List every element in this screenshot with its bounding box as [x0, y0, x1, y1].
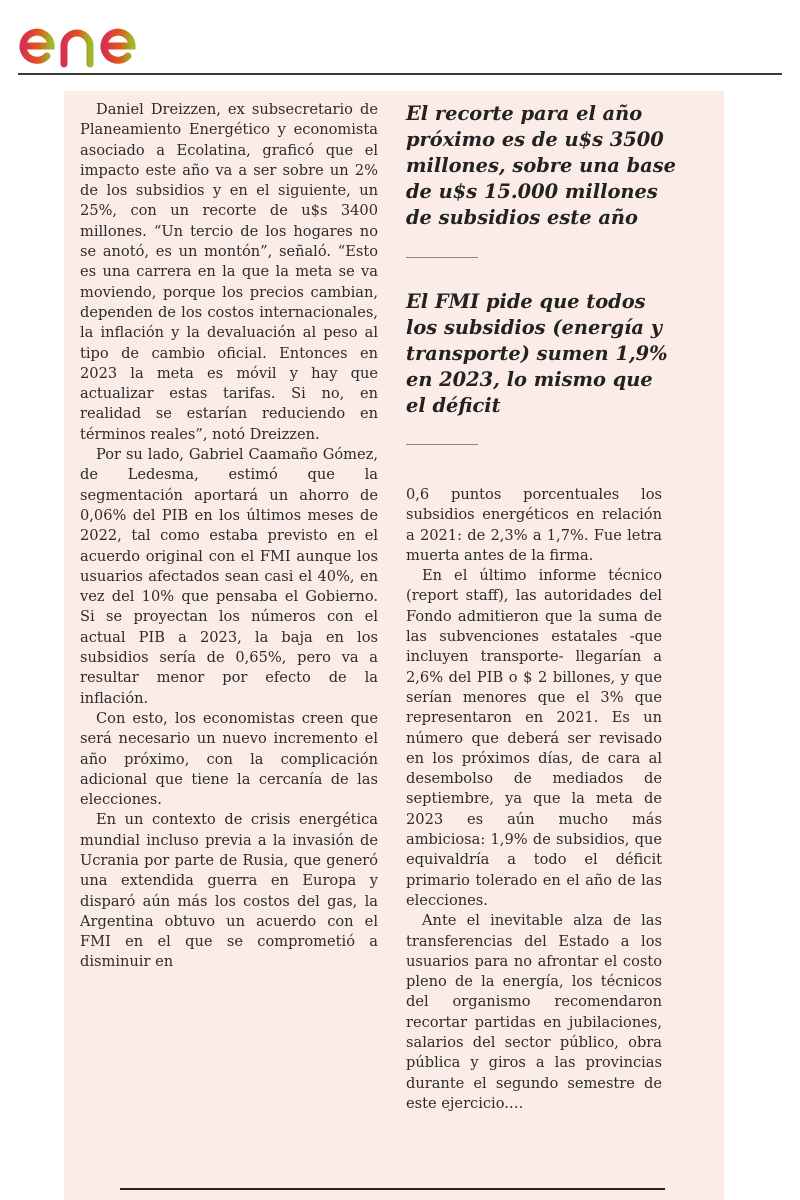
article-paragraph-continued: 0,6 puntos porcentuales los subsidios energéticos en relación a 2021: de 2,3% a 1,7%. Fue letra muerta antes de la firma. [406, 486, 662, 564]
article-paragraph: En un contexto de crisis energética mundial incluso previa a la invasión de Ucrania por parte de Rusia, que generó una extendida guerra en Europa y disparó aún más los costos del gas, la Argentina obtuvo un acuerdo con el FMI en el que se comprometió a disminuir en [80, 811, 378, 971]
article-paragraph: Daniel Dreizzen, ex subsecretario de Planeamiento Energético y economista asociado a Ecolatina, graficó que el impacto este año va a ser sobre un 2% de los subsidios y en el siguiente, un 25%, con un recorte de u$s 3400 millones. “Un tercio de los hogares no se anotó, es un montón”, señaló. “Esto es una carrera en la que la meta se va moviendo, porque los precios cambian, dependen de los costos internacionales, la inflación y la devaluación al peso al tipo de cambio oficial. Entonces en 2023 la meta es móvil y hay que actualizar estas tarifas. Si no, en realidad se estarían reduciendo en términos reales”, notó Dreizzen. [80, 101, 378, 443]
article-paragraph: Con esto, los economistas creen que será necesario un nuevo incremento el año próximo, con la complicación adicional que tiene la cercanía de las elecciones. [80, 709, 378, 809]
article-paragraph: Ante el inevitable alza de las transferencias del Estado a los usuarios para no afrontar el costo pleno de la energía, los técnicos del organismo recomendaron recortar partidas en jubilaciones, salarios del sector público, obra pública y giros a las provincias durante el segundo semestre de este ejercicio.… [406, 912, 662, 1112]
pullquote-separator [406, 257, 478, 258]
article-right-column [406, 485, 662, 1114]
article-paragraph: En el último informe técnico (report staff), las autoridades del Fondo admitieron que la suma de las subvenciones estatales -que incluyen transporte- llegarían a 2,6% del PIB o $ 2 billones, y que serían menores que el 3% que representaron en 2021. Es un número que deberá ser revisado en los próximos días, de cara al desembolso de mediados de septiembre, ya que la meta de 2023 es aún mucho más ambiciosa: 1,9% de subsidios, que equivaldría a todo el déficit primario tolerado en el año de las elecciones. [406, 567, 662, 909]
pullquote-fmi: El FMI pide que todos los subsidios (energía y transporte) sumen 1,9% en 2023, lo mismo que el déficit [406, 290, 668, 417]
enel-logo [18, 8, 178, 70]
footer-rule [120, 1188, 665, 1190]
header-rule [18, 73, 782, 75]
pullquote-separator [406, 444, 478, 445]
article-left-column [80, 100, 378, 973]
pullquote-recorte: El recorte para el año próximo es de u$s 3500 millones, sobre una base de u$s 15.000 millones de subsidios este año [406, 102, 677, 229]
article-paragraph: Por su lado, Gabriel Caamaño Gómez, de Ledesma, estimó que la segmentación aportará un ahorro de 0,06% del PIB en los últimos meses de 2022, tal como estaba previsto en el acuerdo original con el FMI aunque los usuarios afectados sean casi el 40%, en vez del 10% que pensaba el Gobierno. Si se proyectan los números con el actual PIB a 2023, la baja en los subsidios sería de 0,65%, pero va a resultar menor por efecto de la inflación. [80, 446, 378, 707]
